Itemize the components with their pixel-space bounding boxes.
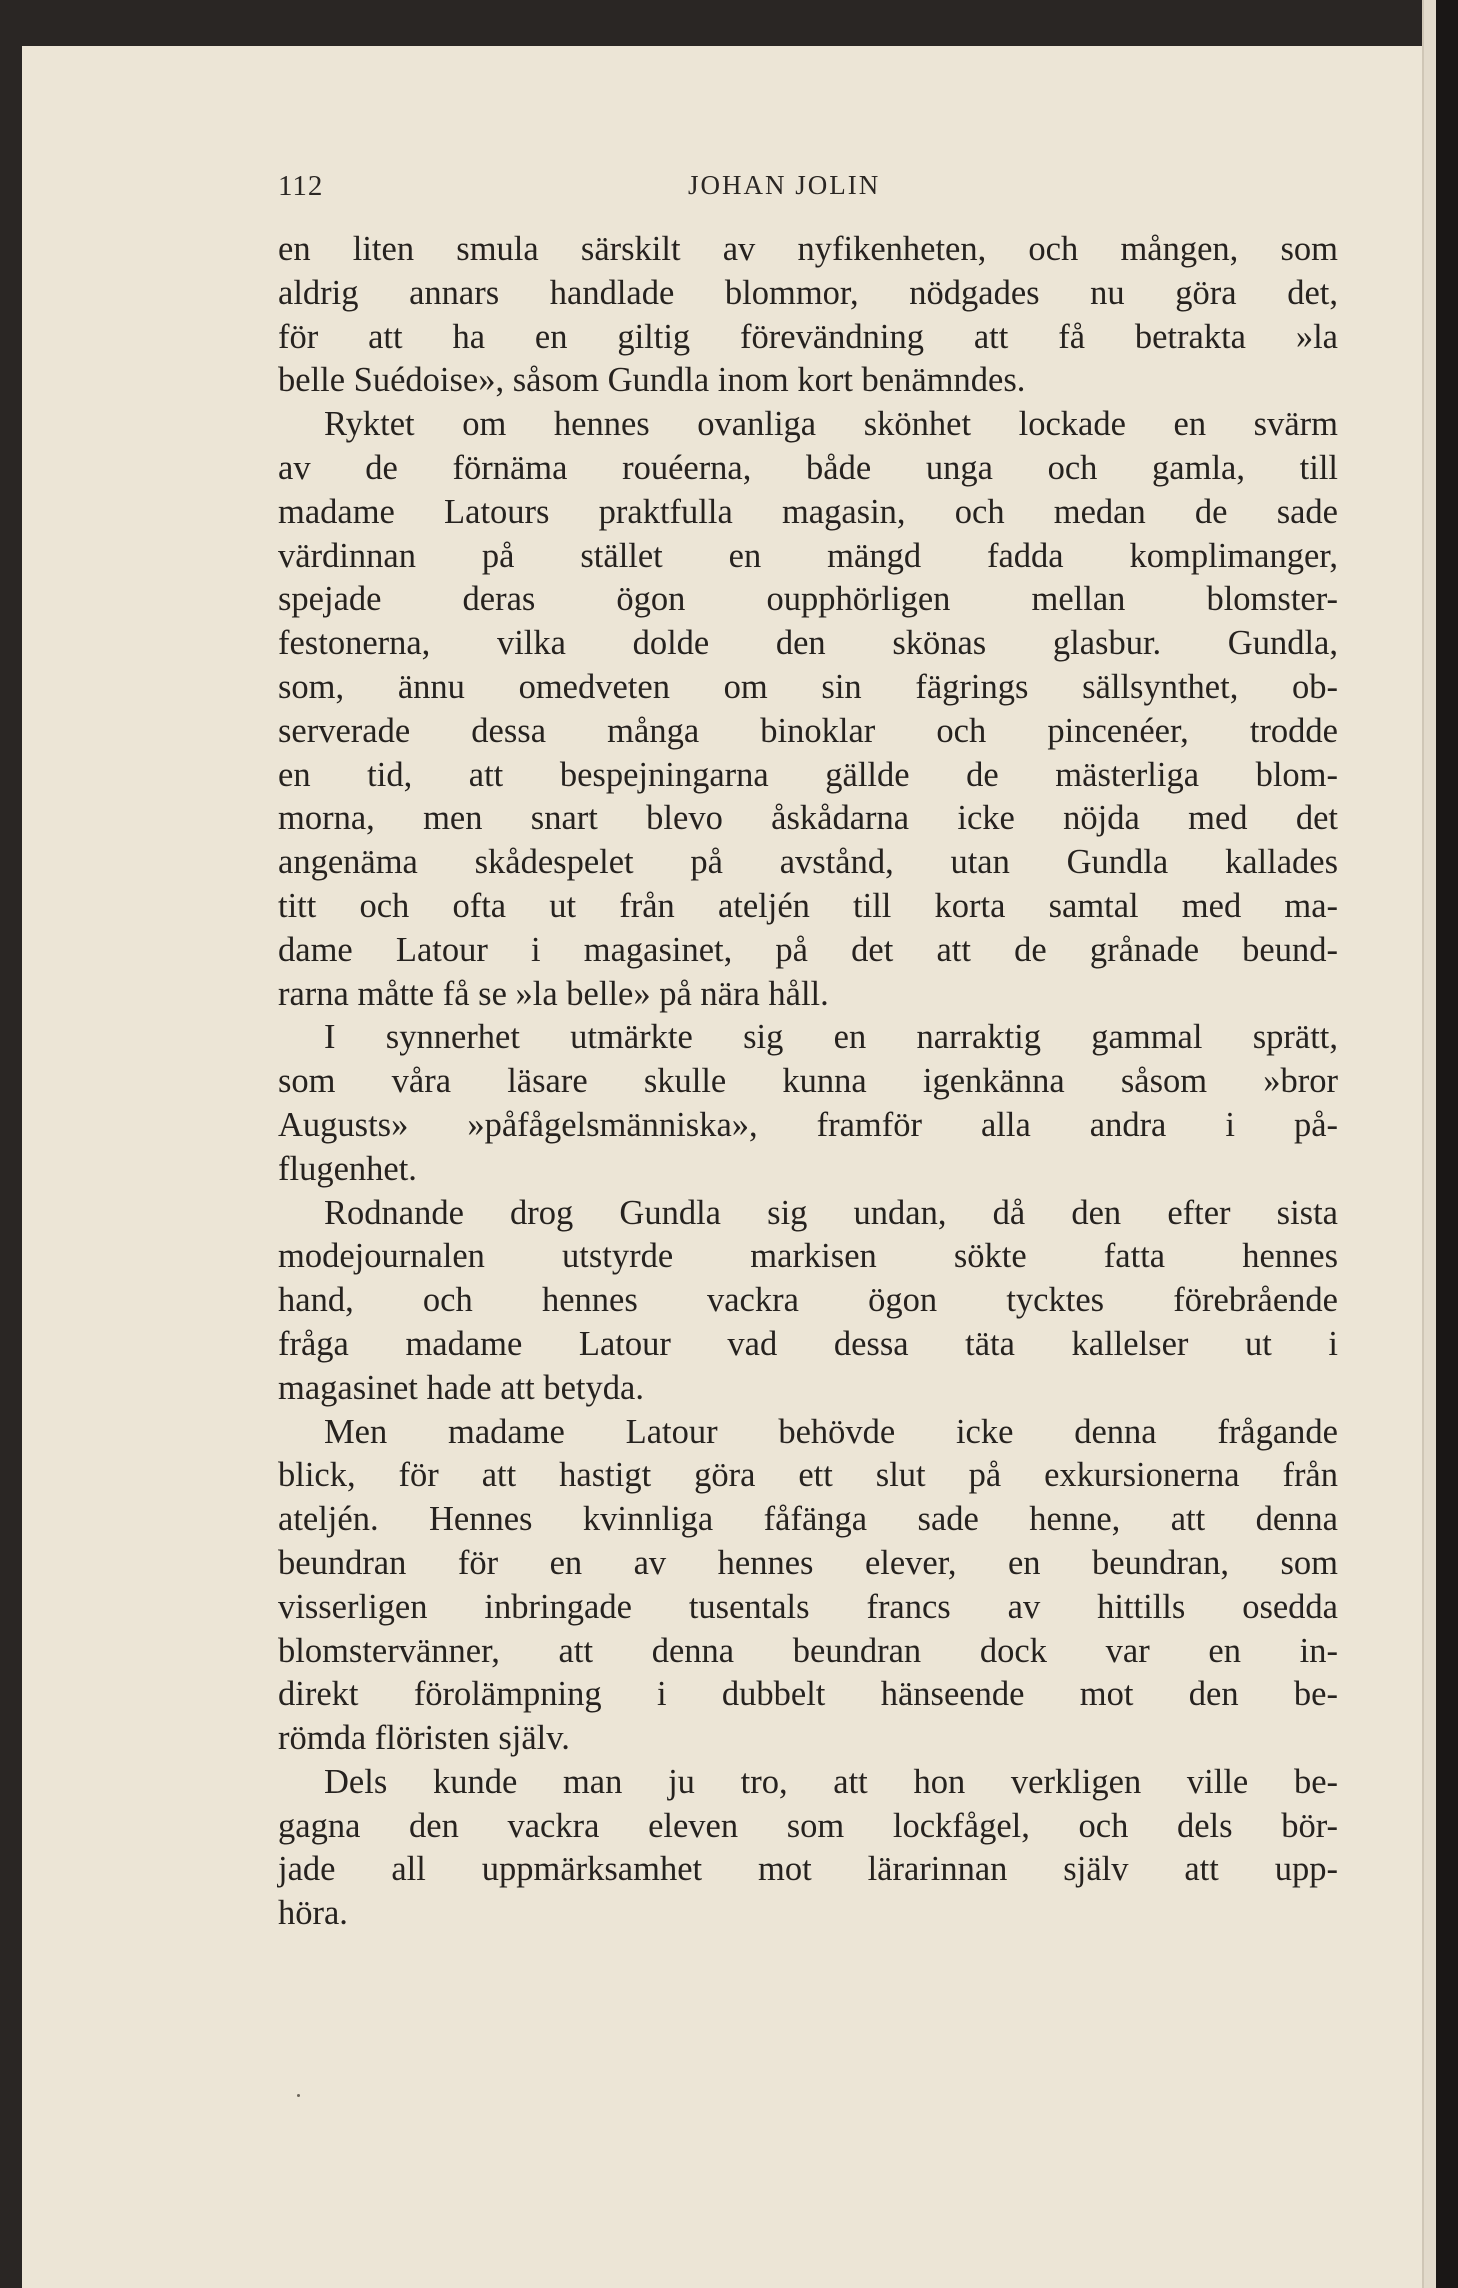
text-line: magasinet hade att betyda. (278, 1368, 644, 1407)
text-line: flugenhet. (278, 1149, 417, 1188)
text-line: dame Latour i magasinet, på det att de grånade beund- (278, 930, 1338, 969)
text-line: Augusts» »påfågelsmänniska», framför alla andra i på- (278, 1105, 1338, 1144)
text-line: blick, för att hastigt göra ett slut på exkursionerna från (278, 1456, 1338, 1495)
text-line: blomstervänner, att denna beundran dock var en in- (278, 1631, 1338, 1670)
text-line: en tid, att bespejningarna gällde de mästerliga blom- (278, 755, 1338, 794)
text-line: modejournalen utstyrde markisen sökte fatta hennes (278, 1237, 1338, 1276)
text-line: rarna måtte få se »la belle» på nära håll. (278, 974, 829, 1013)
body-text (278, 228, 1338, 1936)
text-line: jade all uppmärksamhet mot lärarinnan själv att upp- (278, 1850, 1338, 1889)
text-line: Dels kunde man ju tro, att hon verkligen ville be- (324, 1762, 1338, 1801)
running-head: JOHAN JOLIN (688, 170, 881, 200)
text-line: för att ha en giltig förevändning att få betrakta »la (278, 317, 1338, 356)
text-line: serverade dessa många binoklar och pincenéer, trodde (278, 711, 1338, 750)
paper-speck (297, 2094, 300, 2097)
text-line: direkt förolämpning i dubbelt hänseende mot den be- (278, 1675, 1338, 1714)
text-line: belle Suédoise», såsom Gundla inom kort benämndes. (278, 361, 1026, 400)
text-line: en liten smula särskilt av nyfikenheten, och mången, som (278, 230, 1338, 268)
text-line: ateljén. Hennes kvinnliga fåfänga sade henne, att denna (278, 1500, 1338, 1539)
text-line: Men madame Latour behövde icke denna frågande (324, 1412, 1338, 1451)
text-line: som, ännu omedveten om sin fägrings sällsynthet, ob- (278, 667, 1338, 706)
text-line: aldrig annars handlade blommor, nödgades nu göra det, (278, 273, 1338, 312)
text-line: I synnerhet utmärkte sig en narraktig gammal sprätt, (324, 1018, 1338, 1057)
text-line: visserligen inbringade tusentals francs av hittills osedda (278, 1587, 1338, 1626)
page-shadow (1436, 0, 1458, 2288)
text-line: som våra läsare skulle kunna igenkänna såsom »bror (278, 1062, 1338, 1101)
text-line: fråga madame Latour vad dessa täta kallelser ut i (278, 1324, 1338, 1363)
page-header (278, 170, 1338, 220)
text-line: römda flöristen själv. (278, 1719, 570, 1758)
text-line: höra. (278, 1894, 348, 1933)
text-line: Ryktet om hennes ovanliga skönhet lockade en svärm (324, 405, 1338, 444)
text-line: titt och ofta ut från ateljén till korta samtal med ma- (278, 886, 1338, 925)
text-line: Rodnande drog Gundla sig undan, då den efter sista (324, 1193, 1338, 1232)
text-line: morna, men snart blevo åskådarna icke nöjda med det (278, 799, 1338, 838)
page-number: 112 (278, 170, 324, 202)
text-line: madame Latours praktfulla magasin, och medan de sade (278, 492, 1338, 531)
text-line: angenäma skådespelet på avstånd, utan Gundla kallades (278, 843, 1338, 882)
text-line: festonerna, vilka dolde den skönas glasbur. Gundla, (278, 624, 1338, 663)
text-line: spejade deras ögon oupphörligen mellan blomster- (278, 580, 1338, 619)
text-line: gagna den vackra eleven som lockfågel, och dels bör- (278, 1806, 1338, 1845)
text-line: av de förnäma rouéerna, både unga och gamla, till (278, 448, 1338, 487)
text-line: beundran för en av hennes elever, en beundran, som (278, 1543, 1338, 1582)
text-line: värdinnan på stället en mängd fadda komplimanger, (278, 536, 1338, 575)
text-line: hand, och hennes vackra ögon tycktes förebrående (278, 1281, 1338, 1320)
